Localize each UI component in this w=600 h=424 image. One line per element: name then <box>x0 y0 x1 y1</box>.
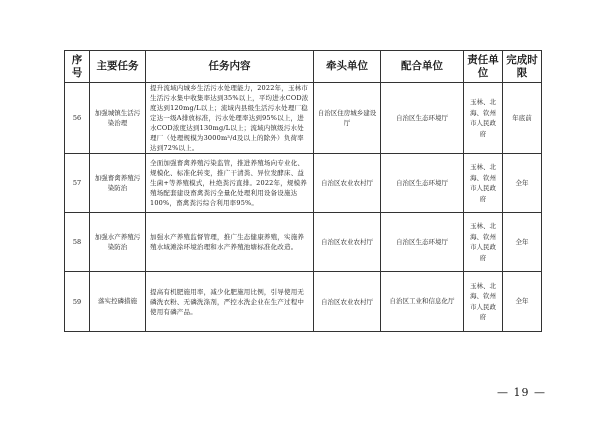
row-content: 提升流域内城乡生活污水处理能力，2022年，玉林市生活污水集中收集率达到35%以上，平均进水COD浓度达到120mg/L以上；流域内县级生活污水处理厂稳定达一级A排放标准，污水处理率达到95%以上，进水COD浓度达到130mg/L以上；流域内镇级污水处理厂（处理规模为3000m³/d及以上的除外）负荷率达到72%以上。 <box>146 83 314 154</box>
row-no: 56 <box>65 83 90 154</box>
page-number: — 19 — <box>497 386 546 399</box>
row-resp: 玉林、北海、钦州市人民政府 <box>464 154 503 213</box>
header-resp: 责任单位 <box>464 51 503 83</box>
table-row <box>65 272 542 332</box>
row-no: 59 <box>65 272 90 332</box>
row-no: 58 <box>65 213 90 272</box>
row-content: 加强水产养殖监督管理，推广生态健康养殖，实施养殖水域滩涂环境治理和水产养殖池塘标准化改造。 <box>146 213 314 272</box>
row-deadline: 全年 <box>503 272 542 332</box>
header-lead: 牵头单位 <box>314 51 381 83</box>
row-lead: 自治区农业农村厅 <box>314 213 381 272</box>
row-content: 提高有机肥施用率，减少化肥施用比例，引导使用无磷洗衣粉、无磷洗涤剂，严控水洗企业在生产过程中使用有磷产品。 <box>146 272 314 332</box>
row-task: 加强水产养殖污染防治 <box>90 213 146 272</box>
row-lead: 自治区住房城乡建设厅 <box>314 83 381 154</box>
row-lead: 自治区农业农村厅 <box>314 154 381 213</box>
row-task: 落实控磷措施 <box>90 272 146 332</box>
row-coop: 自治区生态环境厅 <box>381 83 464 154</box>
table-header-row <box>65 51 542 83</box>
header-no: 序号 <box>65 51 90 83</box>
row-coop: 自治区生态环境厅 <box>381 154 464 213</box>
row-deadline: 年底前 <box>503 83 542 154</box>
row-deadline: 全年 <box>503 154 542 213</box>
header-deadline: 完成时限 <box>503 51 542 83</box>
table-row <box>65 213 542 272</box>
row-deadline: 全年 <box>503 213 542 272</box>
table-row <box>65 83 542 154</box>
header-task: 主要任务 <box>90 51 146 83</box>
row-resp: 玉林、北海、钦州市人民政府 <box>464 213 503 272</box>
table-row <box>65 154 542 213</box>
row-content: 全面加强畜禽养殖污染监管，推进养殖场向专业化、规模化、标准化转变，推广干清粪、异位发酵床、益生菌+等养殖模式，杜绝粪污直排。2022年，规模养殖场配套建设畜禽粪污全量化处理利用设备设施达100%，畜禽粪污综合利用率95%。 <box>146 154 314 213</box>
task-table <box>64 50 542 332</box>
row-task: 加强畜禽养殖污染防治 <box>90 154 146 213</box>
row-coop: 自治区工业和信息化厅 <box>381 272 464 332</box>
header-coop: 配合单位 <box>381 51 464 83</box>
row-resp: 玉林、北海、钦州市人民政府 <box>464 83 503 154</box>
row-no: 57 <box>65 154 90 213</box>
row-resp: 玉林、北海、钦州市人民政府 <box>464 272 503 332</box>
row-task: 加强城镇生活污染治理 <box>90 83 146 154</box>
row-coop: 自治区生态环境厅 <box>381 213 464 272</box>
row-lead: 自治区农业农村厅 <box>314 272 381 332</box>
header-content: 任务内容 <box>146 51 314 83</box>
